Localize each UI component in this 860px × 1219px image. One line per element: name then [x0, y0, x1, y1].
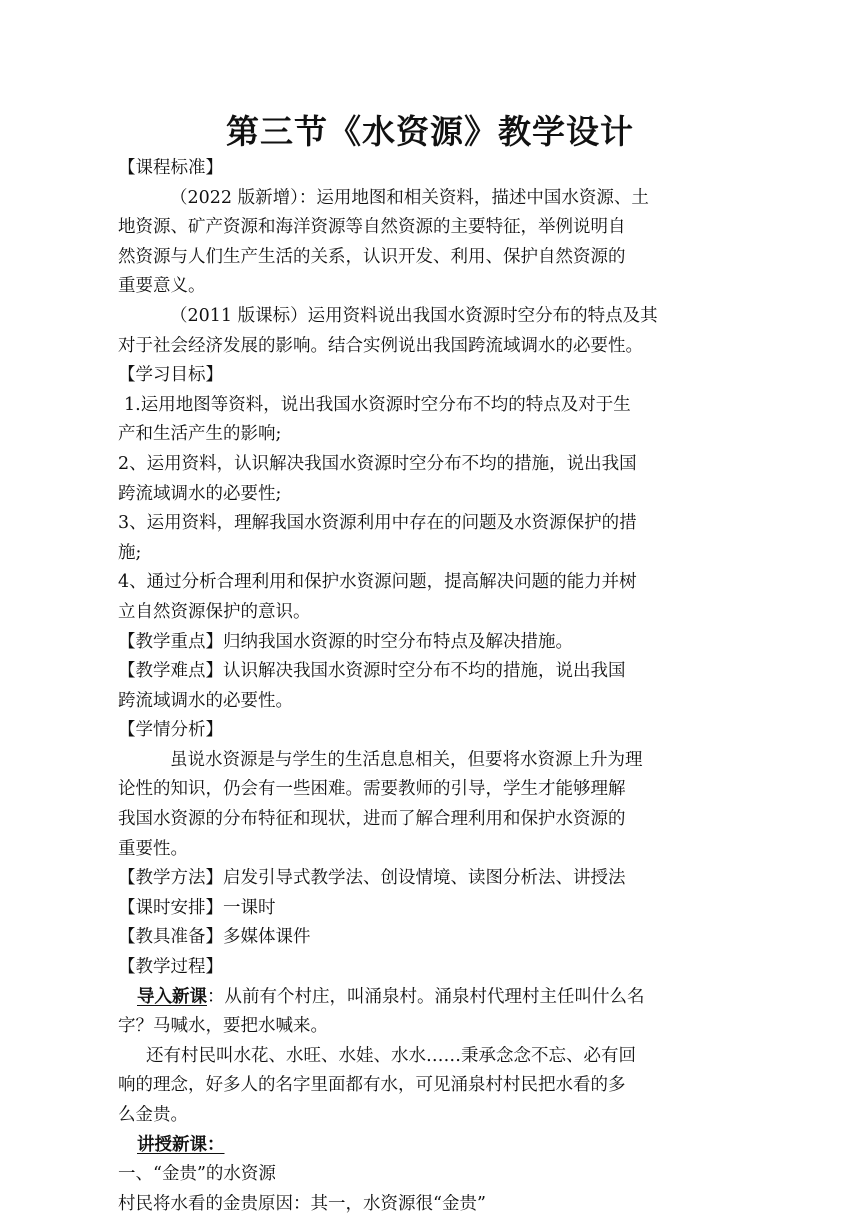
- objective-line: 立自然资源保护的意识。: [118, 601, 311, 622]
- objective-line: 产和生活产生的影响;: [118, 424, 282, 445]
- paragraph-line: 还有村民叫水花、水旺、水娃、水水……秉承念念不忘、必有回: [146, 1045, 636, 1066]
- section-key-points: 【教学重点】归纳我国水资源的时空分布特点及解决措施。: [118, 631, 573, 652]
- new-lesson-label: 讲授新课：: [137, 1134, 225, 1155]
- objective-line: 1.运用地图等资料，说出我国水资源时空分布不均的特点及对于生: [124, 394, 631, 415]
- section-methods: 【教学方法】启发引导式教学法、创设情境、读图分析法、讲授法: [118, 868, 626, 889]
- paragraph-line: 村民将水看的金贵原因：其一，水资源很“金贵”: [118, 1193, 486, 1214]
- new-lesson-heading: [118, 1131, 738, 1161]
- objective-line: 跨流域调水的必要性;: [118, 483, 282, 504]
- paragraph-line: 响的理念，好多人的名字里面都有水，可见涌泉村村民把水看的多: [118, 1075, 626, 1096]
- paragraph-line: （2022 版新增）：运用地图和相关资料，描述中国水资源、土: [170, 187, 649, 208]
- paragraph-line: 然资源与人们生产生活的关系，认识开发、利用、保护自然资源的: [118, 246, 626, 267]
- paragraph-line: 重要意义。: [118, 276, 206, 297]
- paragraph-line: 么金贵。: [118, 1105, 188, 1125]
- section-heading-analysis: 【学情分析】: [118, 720, 223, 741]
- document-title: 第三节《水资源》教学设计: [226, 112, 634, 151]
- section-difficulties: 【教学难点】认识解决我国水资源时空分布不均的措施，说出我国: [118, 661, 626, 682]
- subsection-heading: 一、“金贵”的水资源: [118, 1164, 276, 1185]
- paragraph-line: 跨流域调水的必要性。: [118, 690, 293, 711]
- section-schedule: 【课时安排】一课时: [118, 897, 276, 918]
- objective-line: 4、通过分析合理利用和保护水资源问题，提高解决问题的能力并树: [118, 572, 637, 593]
- paragraph-line: 对于社会经济发展的影响。结合实例说出我国跨流域调水的必要性。: [118, 335, 643, 356]
- paragraph-line: 地资源、矿产资源和海洋资源等自然资源的主要特征，举例说明自: [118, 217, 626, 238]
- objective-line: 3、运用资料，理解我国水资源利用中存在的问题及水资源保护的措: [118, 513, 637, 534]
- paragraph-line: 论性的知识，仍会有一些困难。需要教师的引导，学生才能够理解: [118, 779, 626, 800]
- objective-line: 2、运用资料，认识解决我国水资源时空分布不均的措施，说出我国: [118, 453, 637, 474]
- section-heading-objectives: 【学习目标】: [118, 365, 223, 386]
- paragraph-line: 字？马喊水，要把水喊来。: [118, 1016, 328, 1037]
- intro-line: [118, 983, 738, 1013]
- section-materials: 【教具准备】多媒体课件: [118, 927, 311, 948]
- paragraph-line: 虽说水资源是与学生的生活息息相关，但要将水资源上升为理: [170, 749, 643, 770]
- intro-label: 导入新课: [137, 986, 207, 1007]
- document-body: [118, 154, 738, 1219]
- intro-text: ：从前有个村庄，叫涌泉村。涌泉村代理村主任叫什么名: [207, 986, 645, 1007]
- section-heading-curriculum: 【课程标准】: [118, 158, 223, 178]
- objective-line: 施;: [118, 542, 142, 563]
- paragraph-line: 重要性。: [118, 838, 188, 859]
- paragraph-line: 我国水资源的分布特征和现状，进而了解合理利用和保护水资源的: [118, 809, 626, 830]
- paragraph-line: （2011 版课标）运用资料说出我国水资源时空分布的特点及其: [170, 305, 658, 326]
- section-heading-process: 【教学过程】: [118, 957, 223, 978]
